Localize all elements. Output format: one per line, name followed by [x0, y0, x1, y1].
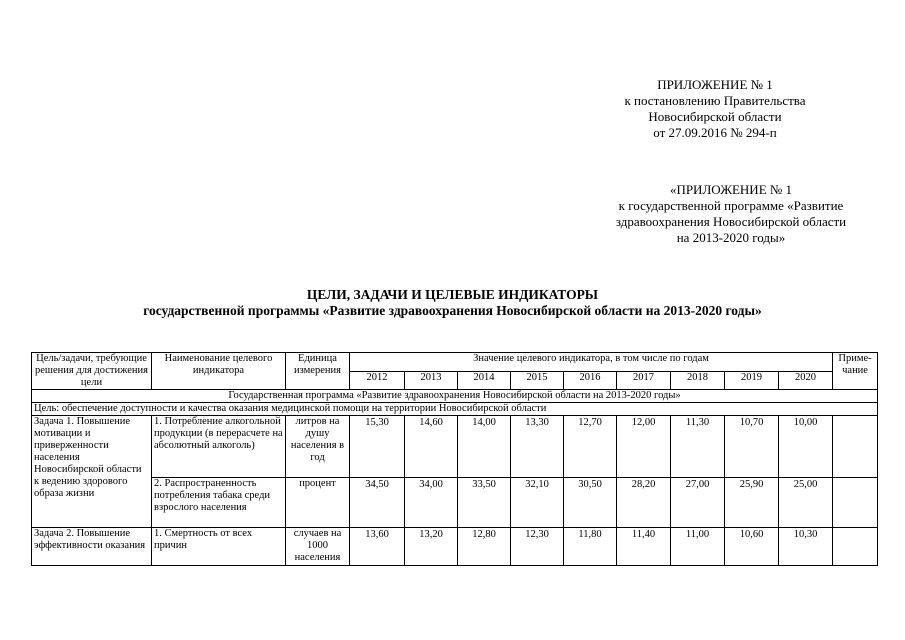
annex-number: ПРИЛОЖЕНИЕ № 1	[657, 77, 773, 92]
year-header: 2020	[779, 371, 833, 390]
value-cell: 13,30	[511, 416, 564, 478]
year-header: 2014	[458, 371, 511, 390]
value-cell: 25,00	[779, 478, 833, 528]
value-cell: 14,00	[458, 416, 511, 478]
header-unit: Единица измерения	[286, 353, 350, 390]
note-cell	[833, 416, 878, 478]
year-header: 2012	[350, 371, 405, 390]
value-cell: 30,50	[564, 478, 617, 528]
year-header: 2018	[671, 371, 725, 390]
header-note: Приме-чание	[833, 353, 878, 390]
header-value: Значение целевого индикатора, в том числе по годам	[350, 353, 833, 372]
value-cell: 15,30	[350, 416, 405, 478]
value-cell: 33,50	[458, 478, 511, 528]
value-cell: 34,00	[405, 478, 458, 528]
program-annex-number: «ПРИЛОЖЕНИЕ № 1	[669, 182, 793, 197]
value-cell: 34,50	[350, 478, 405, 528]
value-cell: 12,00	[617, 416, 671, 478]
value-cell: 14,60	[405, 416, 458, 478]
value-cell: 28,20	[617, 478, 671, 528]
value-cell: 10,00	[779, 416, 833, 478]
indicator-cell: 1. Потребление алкогольной продукции (в перерасчете на абсолютный алкоголь)	[152, 416, 286, 478]
year-header: 2013	[405, 371, 458, 390]
program-annex-region: здравоохранения Новосибирской области	[615, 214, 847, 229]
value-cell: 13,20	[405, 528, 458, 566]
unit-cell: процент	[286, 478, 350, 528]
value-cell: 12,80	[458, 528, 511, 566]
program-annex-header	[585, 182, 877, 246]
note-cell	[833, 528, 878, 566]
unit-cell: литров на душу населения в год	[286, 416, 350, 478]
annex-date: от 27.09.2016 № 294-п	[653, 125, 777, 140]
document-title	[0, 287, 905, 319]
title-line-1: ЦЕЛИ, ЗАДАЧИ И ЦЕЛЕВЫЕ ИНДИКАТОРЫ	[306, 287, 599, 302]
task-cell: Задача 2. Повышение эффективности оказания	[32, 528, 152, 566]
annex-region: Новосибирской области	[648, 109, 782, 124]
year-header: 2016	[564, 371, 617, 390]
resolution-annex-header	[590, 77, 840, 141]
indicators-table	[31, 352, 878, 566]
value-cell: 10,60	[725, 528, 779, 566]
value-cell: 11,40	[617, 528, 671, 566]
annex-reference: к постановлению Правительства	[624, 93, 806, 108]
year-header: 2015	[511, 371, 564, 390]
program-row: Государственная программа «Развитие здравоохранения Новосибирской области на 2013-2020 годы»	[32, 390, 878, 403]
value-cell: 13,60	[350, 528, 405, 566]
value-cell: 25,90	[725, 478, 779, 528]
year-header: 2019	[725, 371, 779, 390]
value-cell: 32,10	[511, 478, 564, 528]
value-cell: 10,30	[779, 528, 833, 566]
program-annex-period: на 2013-2020 годы»	[676, 230, 786, 245]
header-goal: Цель/задачи, требующие решения для достижения цели	[32, 353, 152, 390]
value-cell: 12,70	[564, 416, 617, 478]
program-annex-reference: к государственной программе «Развитие	[618, 198, 844, 213]
table-row	[32, 416, 878, 478]
goal-row: Цель: обеспечение доступности и качества оказания медицинской помощи на территории Новосибирской области	[32, 403, 878, 416]
title-line-2: государственной программы «Развитие здравоохранения Новосибирской области на 2013-2020 годы»	[143, 303, 762, 318]
year-header: 2017	[617, 371, 671, 390]
unit-cell: случаев на 1000 населения	[286, 528, 350, 566]
indicator-cell: 2. Распространенность потребления табака среди взрослого населения	[152, 478, 286, 528]
table-row	[32, 528, 878, 566]
value-cell: 11,80	[564, 528, 617, 566]
value-cell: 11,00	[671, 528, 725, 566]
note-cell	[833, 478, 878, 528]
header-indicator: Наименование целевого индикатора	[152, 353, 286, 390]
table-row	[32, 478, 878, 528]
indicator-cell: 1. Смертность от всех причин	[152, 528, 286, 566]
value-cell: 11,30	[671, 416, 725, 478]
value-cell: 12,30	[511, 528, 564, 566]
value-cell: 10,70	[725, 416, 779, 478]
task-cell: Задача 1. Повышение мотивации и приверженности населения Новосибирской области к ведению здорового образа жизни	[32, 416, 152, 528]
value-cell: 27,00	[671, 478, 725, 528]
